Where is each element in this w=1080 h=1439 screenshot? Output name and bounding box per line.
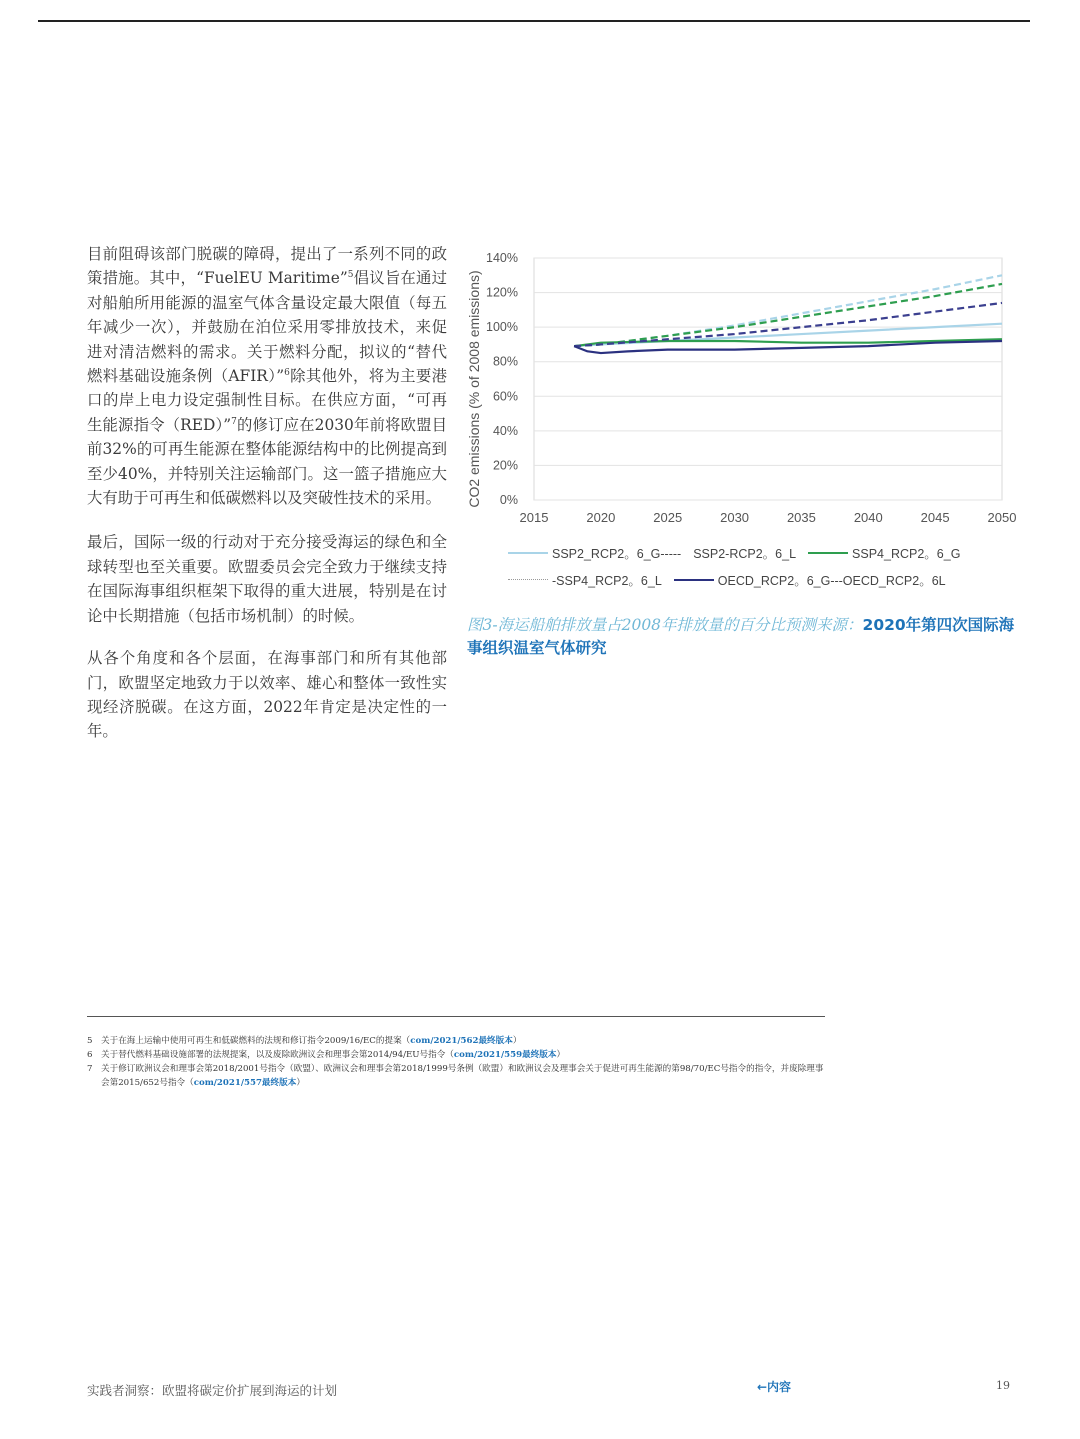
body-text [87, 242, 447, 762]
legend-swatch [508, 579, 548, 580]
series-line [574, 284, 1002, 346]
x-tick-label: 2030 [720, 510, 750, 525]
y-tick-label: 120% [486, 285, 518, 300]
legend-swatch [674, 579, 714, 581]
footnote-end: ） [296, 1078, 305, 1088]
emissions-chart [462, 244, 1022, 534]
y-tick-label: 20% [492, 458, 518, 473]
footnote-link[interactable]: com/2021/559最终版本 [453, 1050, 557, 1060]
y-tick-label: 0% [499, 493, 518, 507]
legend-swatch [508, 552, 548, 554]
paragraph-3: 从各个角度和各个层面，在海事部门和所有其他部门，欧盟坚定地致力于以效率、雄心和整体一致性实现经济脱碳。在这方面，2022年肯定是决定性的一年。 [87, 649, 447, 741]
legend-item [508, 571, 662, 589]
footnote-rule [87, 1016, 825, 1017]
x-tick-label: 2045 [920, 510, 950, 525]
plot-border [534, 258, 1002, 500]
legend-label: -SSP4_RCP2。6_L [552, 573, 662, 588]
legend-label: SSP4_RCP2。6_G [852, 546, 961, 561]
legend-label: OECD_RCP2。6_G---OECD_RCP2。6L [717, 573, 946, 588]
footnote-number: 5 [87, 1036, 93, 1046]
x-tick-label: 2050 [987, 510, 1017, 525]
footnote-end: ） [556, 1050, 566, 1060]
y-tick-label: 140% [486, 251, 518, 265]
y-tick-label: 60% [492, 389, 518, 404]
paragraph-1: 目前阻碍该部门脱碳的障碍，提出了一系列不同的政策措施。其中，“FuelEU Maritime”$^5$倡议旨在通过对船舶所用能源的温室气体含量设定最大限值（每五年减少一次），并鼓励在泊位采用零排放技术，来促进对清洁燃料的需求。关于燃料分配，拟议的“替代燃料基础设施条例（AFIR）”$^6$除其他外，将为主要港口的岸上电力设定强制性目标。在供应方面，“可再生能源指令（RED）”$^7$的修订应在2030年前将欧盟目前32%的可再生能源在整体能源结构中的比例提高到至少40%，并特别关注运输部门。这一篮子措施应大大有助于可再生和低碳燃料以及突破性技术的采用。 [87, 245, 447, 508]
footnote [87, 1034, 827, 1048]
series-line [574, 303, 1002, 346]
footnote-text [101, 1048, 565, 1062]
y-tick-label: 100% [486, 320, 518, 335]
x-tick-label: 2025 [653, 510, 683, 525]
legend-label: SSP2-RCP2。6_L [693, 546, 797, 561]
caption-source: 2020年第四次国际海事组织温室气体研究 [467, 616, 1015, 657]
figure-caption [467, 614, 1027, 660]
legend-row [508, 566, 1028, 593]
footnote-ref-5[interactable]: 5 [347, 270, 354, 281]
footnote-number: 6 [87, 1050, 93, 1060]
footnotes [87, 1034, 827, 1090]
legend-item [808, 544, 960, 562]
footnote-body: 关于在海上运输中使用可再生和低碳燃料的法规和修订指令2009/16/EC的提案（ [101, 1036, 411, 1046]
footnote-end: ） [512, 1036, 522, 1046]
footnote-link[interactable]: com/2021/562最终版本 [410, 1036, 513, 1046]
chart-svg [462, 244, 1022, 534]
legend-row [508, 539, 1028, 566]
footnote-body: 关于修订欧洲议会和理事会第2018/2001号指令（欧盟）、欧洲议会和理事会第2018/1999号条例（欧盟）和欧洲议会及理事会关于促进可再生能源的第98/70/EC号指令的指令，并废除理事会第2015/652号指令（ [101, 1064, 824, 1088]
legend-item [693, 544, 796, 562]
legend-label: SSP2_RCP2。6_G----- [552, 546, 682, 561]
footer-title: 实践者洞察：欧盟将碳定价扩展到海运的计划 [87, 1383, 338, 1398]
footnote-ref-6[interactable]: 6 [284, 367, 290, 378]
footnote-text [101, 1034, 521, 1048]
x-tick-label: 2040 [853, 510, 883, 525]
footnote-body: 关于替代燃料基础设施部署的法规提案，以及废除欧洲议会和理事会第2014/94/EU号指令（ [101, 1050, 454, 1060]
footnote-number: 7 [87, 1064, 93, 1074]
top-rule [38, 20, 1030, 22]
footnote [87, 1048, 827, 1062]
footnote-text [101, 1062, 827, 1090]
y-tick-label: 80% [492, 354, 518, 369]
y-axis-label: CO2 emissions (% of 2008 emissions) [466, 270, 482, 508]
footnote-link[interactable]: com/2021/557最终版本 [193, 1078, 297, 1088]
page-number: 19 [996, 1379, 1010, 1392]
legend-item [674, 571, 946, 589]
footnote [87, 1062, 827, 1090]
legend-item [508, 544, 681, 562]
paragraph-2: 最后，国际一级的行动对于充分接受海运的绿色和全球转型也至关重要。欧盟委员会完全致力于继续支持在国际海事组织框架下取得的重大进展，特别是在讨论中长期措施（包括市场机制）的时候。 [87, 533, 447, 625]
y-tick-label: 40% [492, 423, 518, 438]
chart-legend [508, 539, 1028, 593]
x-tick-label: 2015 [519, 510, 549, 525]
legend-swatch [808, 552, 848, 554]
x-tick-label: 2020 [586, 510, 616, 525]
contents-link[interactable]: ←内容 [757, 1380, 792, 1394]
footnote-ref-7[interactable]: 7 [231, 416, 237, 427]
x-tick-label: 2035 [786, 510, 816, 525]
caption-lead: 图3-海运船舶排放量占2008年排放量的百分比预测来源： [467, 616, 863, 634]
